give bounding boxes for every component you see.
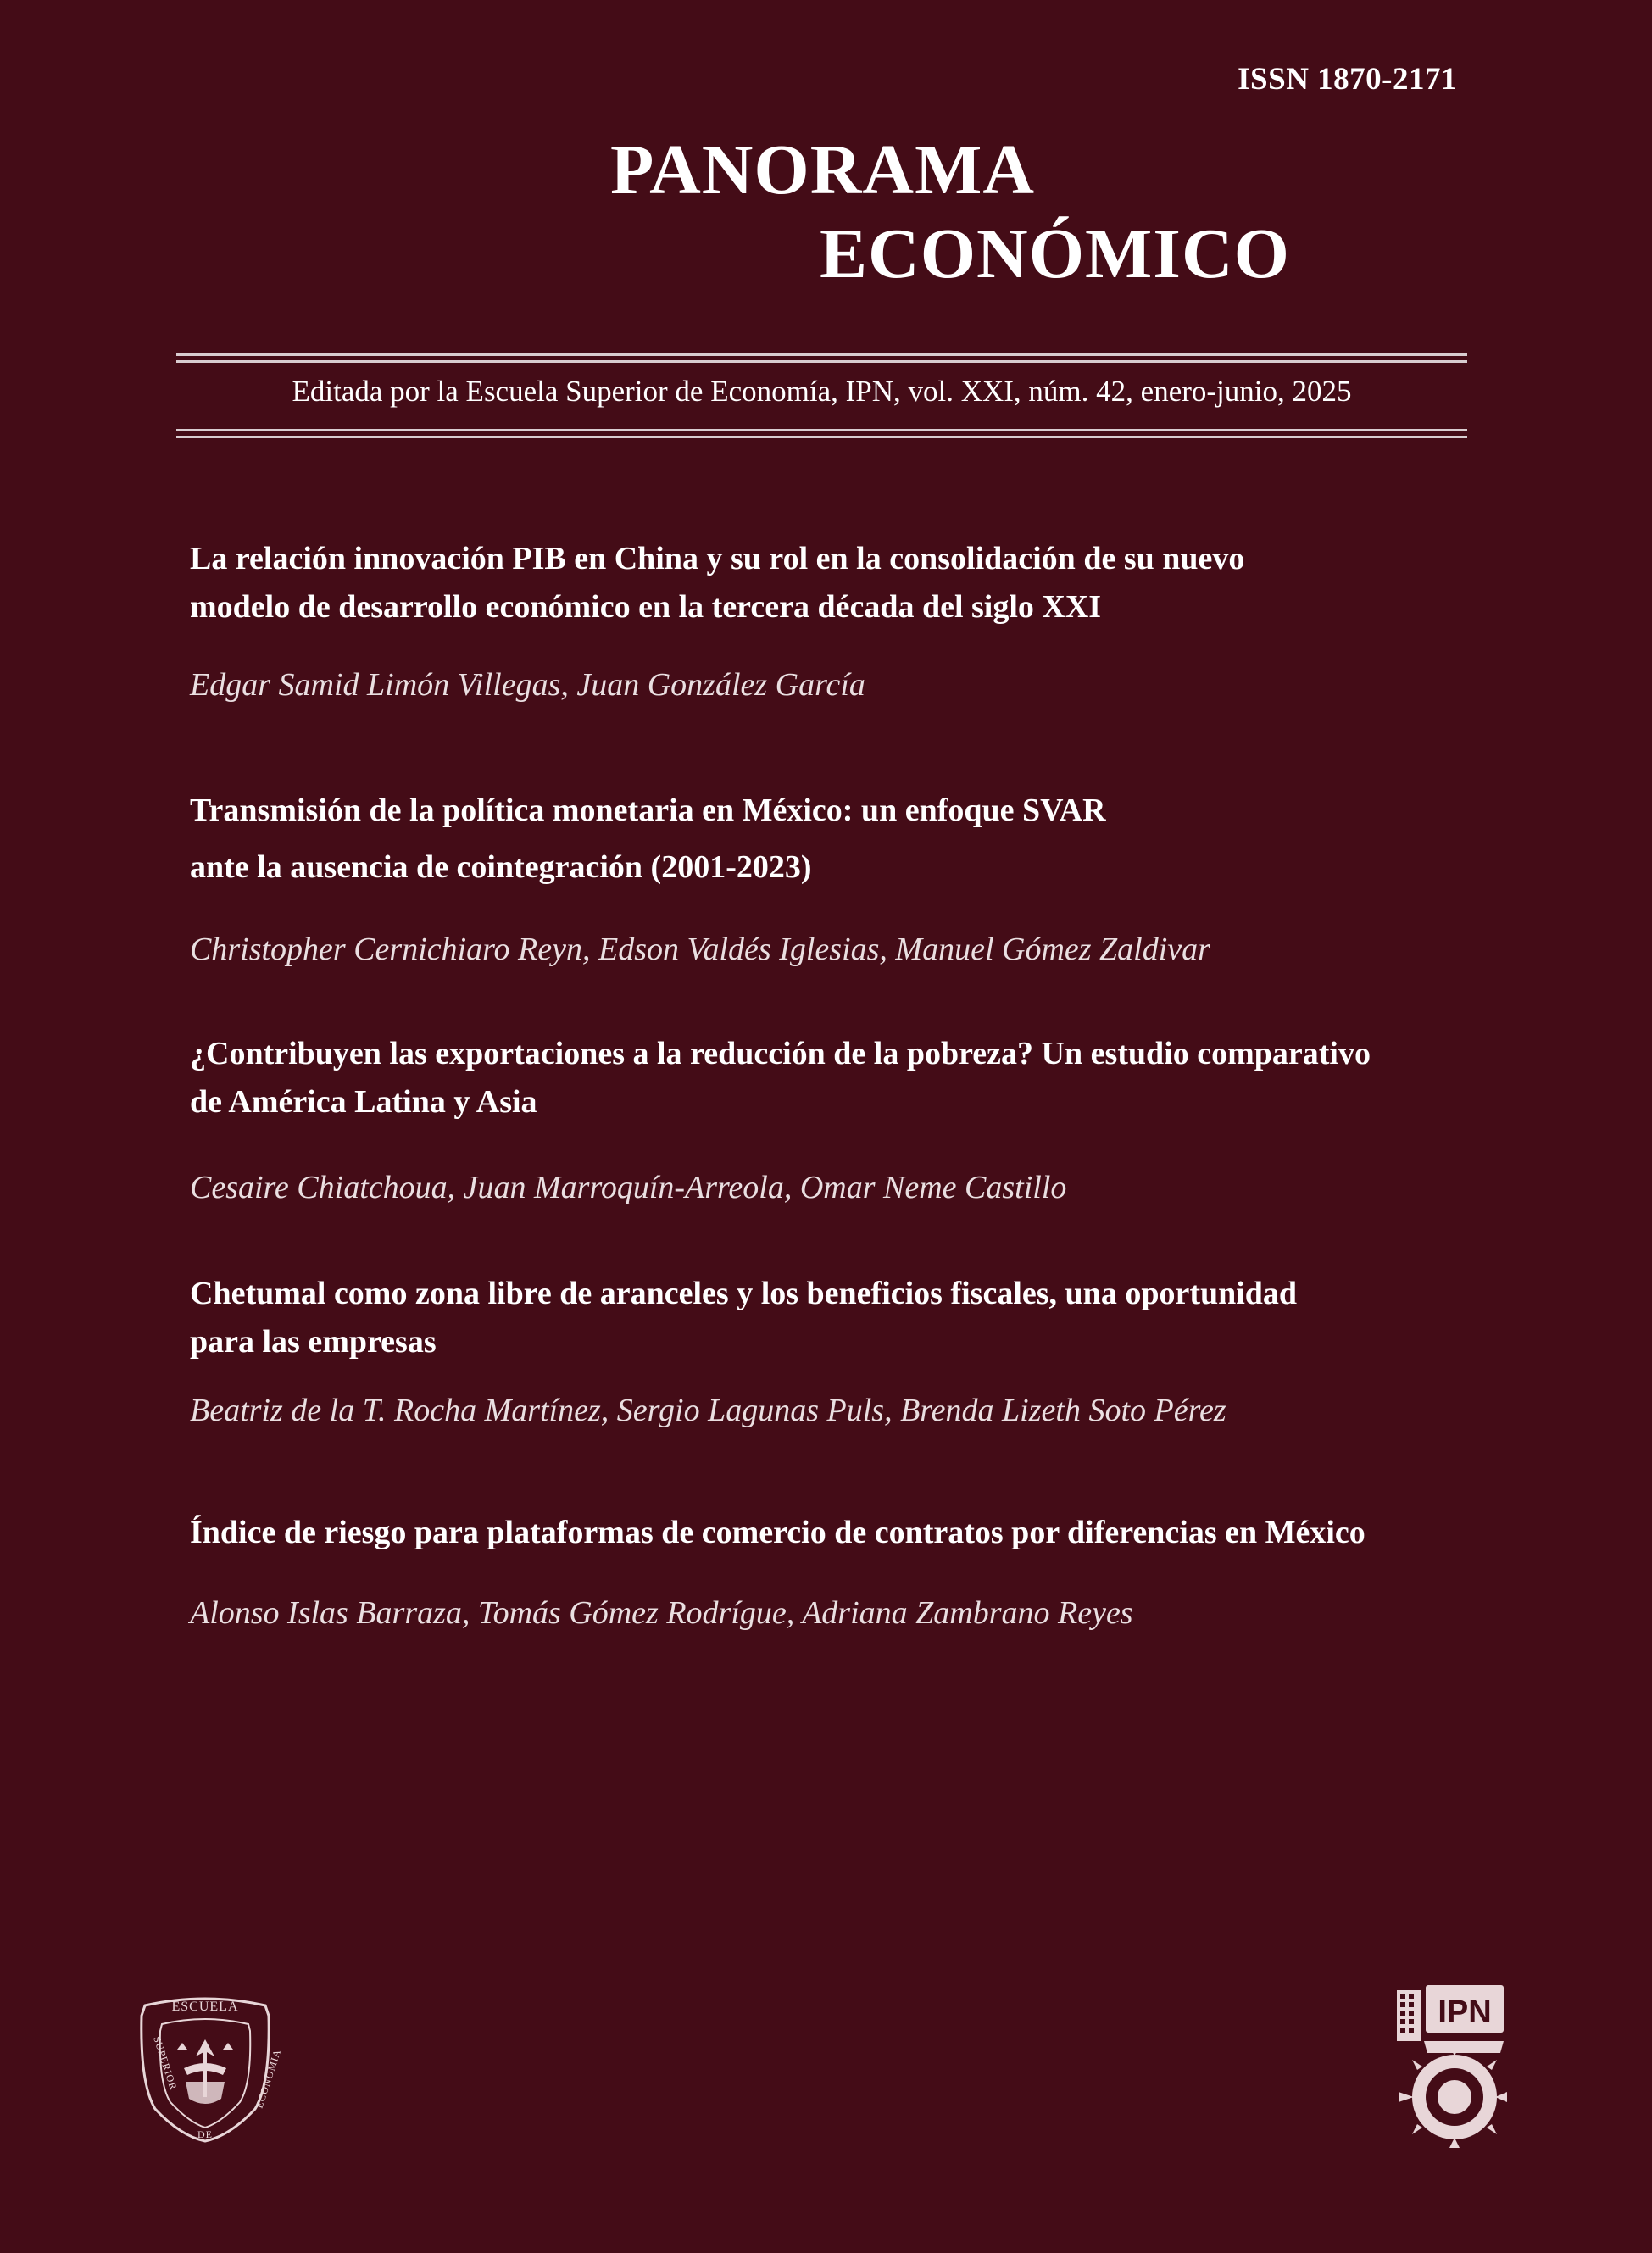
rule-line	[176, 436, 1467, 438]
article-1	[190, 535, 1495, 703]
article-title-line: Índice de riesgo para plataformas de comercio de contratos por diferencias en México	[190, 1515, 1366, 1550]
article-title-line: modelo de desarrollo económico en la tercera década del siglo XXI	[190, 589, 1102, 625]
article-title-line: Transmisión de la política monetaria en México: un enfoque SVAR	[190, 793, 1106, 828]
article-title	[190, 535, 1495, 631]
rule-line	[176, 360, 1467, 363]
article-title-line: ante la ausencia de cointegración (2001-2023)	[190, 849, 812, 885]
escuela-superior-economia-seal-icon	[136, 1990, 284, 2143]
article-authors: Edgar Samid Limón Villegas, Juan González García	[190, 667, 865, 703]
journal-title-line-1: PANORAMA	[610, 131, 1036, 209]
article-2	[190, 787, 1495, 967]
article-authors: Alonso Islas Barraza, Tomás Gómez Rodrígue, Adriana Zambrano Reyes	[190, 1595, 1133, 1631]
issn: ISSN 1870-2171	[1238, 62, 1457, 97]
article-title-line: de América Latina y Asia	[190, 1084, 537, 1120]
ipn-logo-icon	[1393, 1982, 1509, 2148]
article-title-line: para las empresas	[190, 1324, 437, 1360]
top-double-rule	[176, 353, 1467, 363]
rule-line	[176, 429, 1467, 431]
ipn-text: IPN	[1438, 1994, 1492, 2030]
article-title	[190, 1509, 1495, 1557]
article-authors: Beatriz de la T. Rocha Martínez, Sergio Lagunas Puls, Brenda Lizeth Soto Pérez	[190, 1393, 1226, 1428]
seal-text-right: ECONOMIA	[253, 2047, 284, 2110]
article-title-line: La relación innovación PIB en China y su rol en la consolidación de su nuevo	[190, 541, 1245, 576]
article-4	[190, 1270, 1495, 1428]
editorial-line: Editada por la Escuela Superior de Economía, IPN, vol. XXI, núm. 42, enero-junio, 2025	[292, 375, 1352, 408]
article-5	[190, 1509, 1495, 1631]
seal-text-bottom: DE	[197, 2128, 213, 2140]
rule-line	[176, 353, 1467, 356]
journal-title-line-2: ECONÓMICO	[820, 214, 1290, 293]
article-title	[190, 1270, 1495, 1366]
article-3	[190, 1030, 1495, 1205]
article-authors: Cesaire Chiatchoua, Juan Marroquín-Arreola, Omar Neme Castillo	[190, 1170, 1067, 1205]
article-title-line: Chetumal como zona libre de aranceles y los beneficios fiscales, una oportunidad	[190, 1276, 1298, 1311]
article-title	[190, 787, 1495, 892]
article-title	[190, 1030, 1495, 1126]
article-title-line: ¿Contribuyen las exportaciones a la reducción de la pobreza? Un estudio comparativo	[190, 1036, 1371, 1071]
seal-text-left: SUPERIOR	[151, 2034, 180, 2092]
seal-text-top: ESCUELA	[171, 2000, 239, 2014]
bottom-double-rule	[176, 429, 1467, 438]
article-authors: Christopher Cernichiaro Reyn, Edson Valdés Iglesias, Manuel Gómez Zaldivar	[190, 932, 1210, 967]
